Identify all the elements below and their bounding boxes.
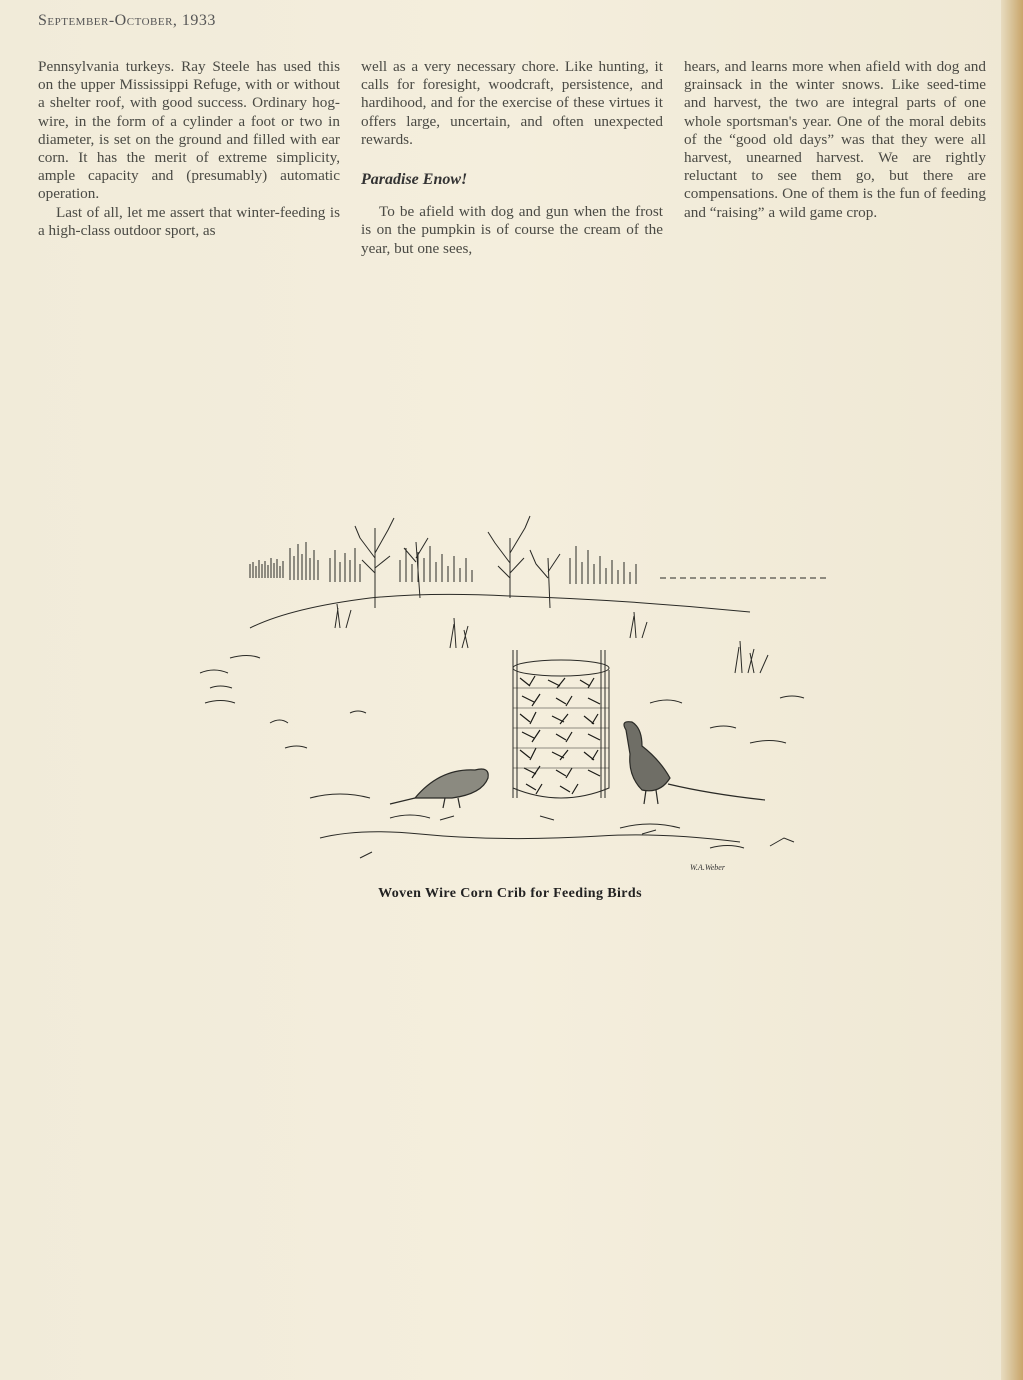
text-column-2 [361, 58, 663, 258]
pheasant-cock [624, 722, 765, 804]
paragraph: To be afield with dog and gun when the frost is on the pumpkin is of course the cream of the year, but one sees, [361, 203, 663, 257]
corn-crib-illustration [190, 498, 830, 878]
page-edge-discoloration [1001, 0, 1023, 1380]
pheasant-hen [390, 769, 488, 808]
background-grass [250, 542, 830, 584]
paragraph: Last of all, let me assert that winter-feeding is a high-class outdoor sport, as [38, 203, 340, 239]
text-column-1 [38, 58, 340, 240]
paragraph: well as a very necessary chore. Like hunting, it calls for foresight, woodcraft, persistence, and hardihood, and for the exercise of these virtues it offers large, uncertain, and often unexpected rewards. [361, 58, 663, 148]
corn-crib [513, 650, 609, 798]
paragraph: hears, and learns more when afield with dog and grainsack in the winter snows. Like seed-time and harvest, the two are integral parts of one whole sportsman's year. One of the moral debits of the “good old days” was that they were all harvest, unearned harvest. We are rightly reluctant to see them go, but there are compensations. One of them is the fun of feeding and “raising” a wild game crop. [684, 58, 986, 221]
running-head: September-October, 1933 [38, 12, 216, 29]
figure-caption: Woven Wire Corn Crib for Feeding Birds [378, 886, 642, 901]
snow-field-marks [200, 594, 804, 848]
text-column-3 [684, 58, 986, 222]
section-subhead: Paradise Enow! [361, 171, 468, 189]
artist-signature: W.A.Weber [690, 863, 725, 872]
paragraph: Pennsylvania turkeys. Ray Steele has used this on the upper Mississippi Refuge, with or without a shelter roof, with good success. Ordinary hog-wire, in the form of a cylinder a foot or two in diameter, is set on the ground and filled with ear corn. It has the merit of extreme simplicity, ample capacity and (presumably) automatic operation. [38, 58, 340, 203]
weed-clumps [335, 604, 768, 673]
